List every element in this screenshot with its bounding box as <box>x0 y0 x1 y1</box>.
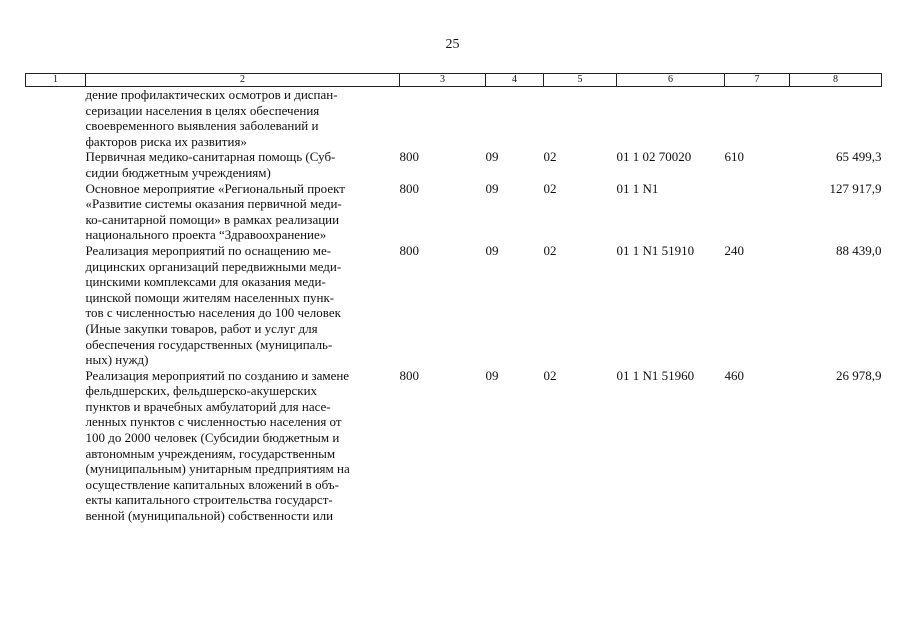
row-number-cell <box>26 243 86 368</box>
item-name-line: своевременного выявления заболеваний и <box>85 118 319 134</box>
ministry-code-cell: 800 <box>399 149 419 165</box>
expense-type-cell: 610 <box>724 149 744 165</box>
table-row <box>26 149 882 180</box>
amount-cell: 26 978,9 <box>836 367 882 383</box>
row-number-cell <box>26 368 86 524</box>
item-name-cell <box>86 368 400 524</box>
column-header: 4 <box>486 74 544 87</box>
item-name-line: 100 до 2000 человек (Субсидии бюджетным и <box>85 430 340 446</box>
budget-table <box>25 73 882 524</box>
target-article-cell: 01 1 N1 51910 <box>616 242 695 258</box>
table-row <box>26 243 882 368</box>
ministry-code-cell: 800 <box>399 367 419 383</box>
section-code-cell: 09 <box>485 367 499 383</box>
budget-table-body <box>26 87 882 524</box>
expense-type-cell: 240 <box>724 242 744 258</box>
column-header: 3 <box>400 74 486 87</box>
item-name-line: цинскими комплексами для оказания меди- <box>85 274 326 290</box>
item-name-line: ных) нужд) <box>85 352 149 368</box>
item-name-line: екты капитального строительства государст- <box>85 492 333 508</box>
item-name-line: (Иные закупки товаров, работ и услуг для <box>85 320 318 336</box>
item-name-line: Основное мероприятие «Региональный проект <box>85 180 345 196</box>
section-code-cell <box>486 87 544 150</box>
item-name-line: «Развитие системы оказания первичной меди- <box>85 196 342 212</box>
expense-type-cell <box>725 87 790 150</box>
column-header: 5 <box>544 74 617 87</box>
table-row <box>26 87 882 150</box>
item-name-line: пунктов и врачебных амбулаторий для насе- <box>85 398 331 414</box>
item-name-line: Первичная медико-санитарная помощь (Суб- <box>85 149 336 165</box>
expense-type-cell <box>725 181 790 243</box>
column-number-header-row <box>26 74 882 87</box>
item-name-line: дицинских организаций передвижными меди- <box>85 258 342 274</box>
ministry-code-cell: 800 <box>399 180 419 196</box>
item-name-line: автономным учреждениям, государственным <box>85 445 336 461</box>
column-header: 7 <box>725 74 790 87</box>
ministry-code-cell <box>400 87 486 150</box>
item-name-cell <box>86 243 400 368</box>
subsection-code-cell: 02 <box>543 180 557 196</box>
item-name-line: серизации населения в целях обеспечения <box>85 102 320 118</box>
section-code-cell: 09 <box>485 149 499 165</box>
target-article-cell: 01 1 N1 51960 <box>616 367 695 383</box>
subsection-code-cell: 02 <box>543 242 557 258</box>
item-name-line: ко-санитарной помощи» в рамках реализации <box>85 211 340 227</box>
amount-cell <box>790 87 882 150</box>
target-article-cell: 01 1 N1 <box>616 180 659 196</box>
row-number-cell <box>26 87 86 150</box>
row-number-cell <box>26 181 86 243</box>
section-code-cell: 09 <box>485 242 499 258</box>
item-name-line: осуществление капитальных вложений в объ- <box>85 476 339 492</box>
item-name-line: обеспечения государственных (муниципаль- <box>85 336 333 352</box>
column-header: 8 <box>790 74 882 87</box>
item-name-line: Реализация мероприятий по созданию и замене <box>85 367 350 383</box>
target-article-cell: 01 1 02 70020 <box>616 149 692 165</box>
item-name-line: дение профилактических осмотров и диспан- <box>85 87 338 102</box>
subsection-code-cell <box>544 87 617 150</box>
item-name-line: (муниципальным) унитарным предприятиям на <box>85 461 350 477</box>
expense-type-cell: 460 <box>724 367 744 383</box>
subsection-code-cell: 02 <box>543 367 557 383</box>
item-name-line: Реализация мероприятий по оснащению ме- <box>85 242 332 258</box>
item-name-cell <box>86 87 400 150</box>
row-number-cell <box>26 149 86 180</box>
item-name-line: фельдшерских, фельдшерско-акушерских <box>85 383 318 399</box>
page-number: 25 <box>445 37 460 52</box>
target-article-cell <box>617 87 725 150</box>
item-name-line: ленных пунктов с численностью населения от <box>85 414 342 430</box>
item-name-line: тов с численностью населения до 100 человек <box>85 305 341 321</box>
item-name-line: факторов риска их развития» <box>85 133 247 149</box>
item-name-line: национального проекта “Здравоохранение» <box>85 227 327 243</box>
subsection-code-cell: 02 <box>543 149 557 165</box>
item-name-cell <box>86 149 400 180</box>
column-header: 2 <box>86 74 400 87</box>
table-row <box>26 368 882 524</box>
item-name-cell <box>86 181 400 243</box>
section-code-cell: 09 <box>485 180 499 196</box>
item-name-line: венной (муниципальной) собственности или <box>85 508 334 524</box>
amount-cell: 65 499,3 <box>836 149 882 165</box>
item-name-line: цинской помощи жителям населенных пунк- <box>85 289 335 305</box>
column-header: 6 <box>617 74 725 87</box>
amount-cell: 127 917,9 <box>829 180 882 196</box>
amount-cell: 88 439,0 <box>836 242 882 258</box>
item-name-line: сидии бюджетным учреждениям) <box>85 164 271 180</box>
table-row <box>26 181 882 243</box>
ministry-code-cell: 800 <box>399 242 419 258</box>
column-header: 1 <box>26 74 86 87</box>
